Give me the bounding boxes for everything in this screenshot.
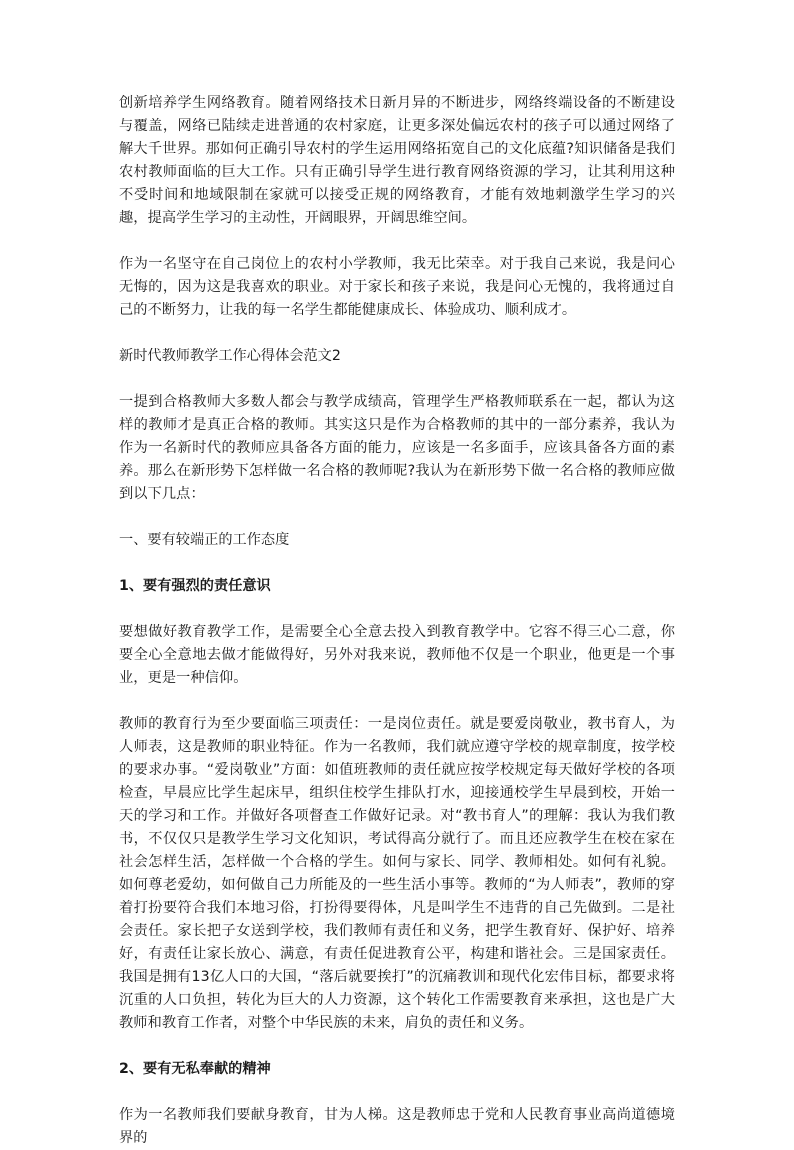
article-title: 新时代教师教学工作心得体会范文2 — [119, 348, 341, 364]
subsection-heading-responsibility: 1、要有强烈的责任意识 — [119, 578, 271, 594]
paragraph-devotion: 作为一名教师我们要献身教育，甘为人梯。这是教师忠于党和人民教育事业高尚道德境界的 — [119, 1107, 675, 1146]
subsection-heading-selfless: 2、要有无私奉献的精神 — [119, 1061, 271, 1077]
paragraph-dedication: 要想做好教育教学工作，是需要全心全意去投入到教育教学中。它容不得三心二意，你要全心全意地去做才能做得好，另外对我来说，教师他不仅是一个职业，他更是一个事业，更是一种信仰。 — [119, 624, 675, 686]
paragraph-three-responsibilities: 教师的教育行为至少要面临三项责任：一是岗位责任。就是要爱岗敬业，教书育人，为人师表，这是教师的职业特征。作为一名教师，我们就应遵守学校的规章制度，按学校的要求办事。“爱岗敬业”方面：如值班教师的责任就应按学校规定每天做好学校的各项检查，早晨应比学生起床早，组织住校学生排队打水，迎接通校学生早晨到校，开始一天的学习和工作。并做好各项督查工作做好记录。对“教书育人”的理解：我认为我们教书，不仅仅只是教学生学习文化知识，考试得高分就行了。而且还应教学生在校在家在社会怎样生活，怎样做一个合格的学生。如何与家长、同学、教师相处。如何有礼貌。如何尊老爱幼，如何做自己力所能及的一些生活小事等。教师的“为人师表”，教师的穿着打扮要符合我们本地习俗，打扮得要得体，凡是叫学生不违背的自己先做到。二是社会责任。家长把子女送到学校，我们教师有责任和义务，把学生教育好、保护好、培养好，有责任让家长放心、满意，有责任促进教育公平，构建和谐社会。三是国家责任。我国是拥有13亿人口的大国，“落后就要挨打”的沉痛教训和现代化宏伟目标，都要求将沉重的人口负担，转化为巨大的人力资源，这个转化工作需要教育来承担，这也是广大教师和教育工作者，对整个中华民族的未来，肩负的责任和义务。 — [119, 716, 675, 1031]
document-page — [119, 92, 675, 1150]
paragraph-qualified-teacher: 一提到合格教师大多数人都会与教学成绩高，管理学生严格教师联系在一起，都认为这样的教师才是真正合格的教师。其实这只是作为合格教师的其中的一部分素养，我认为作为一名新时代的教师应具备各方面的能力，应该是一名多面手，应该具备各方面的素养。那么在新形势下怎样做一名合格的教师呢?我认为在新形势下做一名合格的教师应做到以下几点： — [119, 394, 675, 502]
paragraph-network-education: 创新培养学生网络教育。随着网络技术日新月异的不断进步，网络终端设备的不断建设与覆盖，网络已陆续走进普通的农村家庭，让更多深处偏远农村的孩子可以通过网络了解大千世界。那如何正确引导农村的学生运用网络拓宽自己的文化底蕴?知识储备是我们农村教师面临的巨大工作。只有正确引导学生进行教育网络资源的学习，让其利用这种不受时间和地域限制在家就可以接受正规的网络教育，才能有效地刺激学生学习的兴趣，提高学生学习的主动性，开阔眼界，开阔思维空间。 — [119, 95, 675, 226]
paragraph-rural-teacher: 作为一名坚守在自己岗位上的农村小学教师，我无比荣幸。对于我自己来说，我是问心无悔的，因为这是我喜欢的职业。对于家长和孩子来说，我是问心无愧的，我将通过自己的不断努力，让我的每一名学生都能健康成长、体验成功、顺利成才。 — [119, 256, 675, 318]
section-heading-attitude: 一、要有较端正的工作态度 — [119, 532, 290, 548]
